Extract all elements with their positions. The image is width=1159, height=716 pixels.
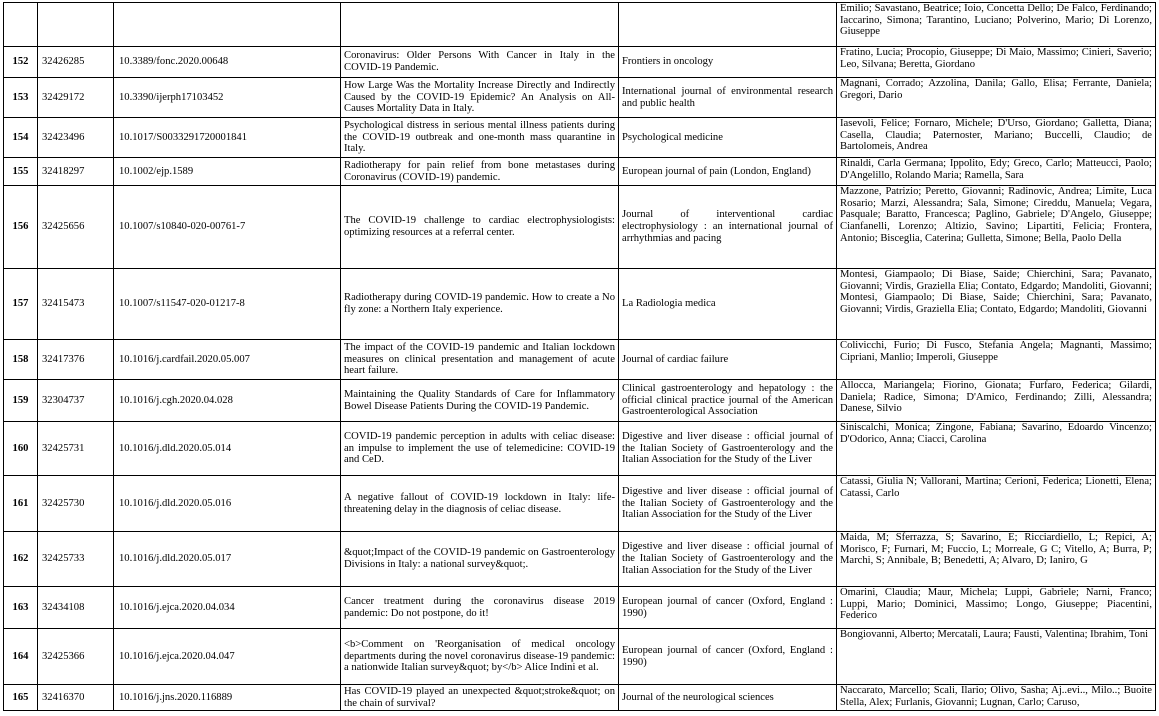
journal-cell — [619, 3, 837, 47]
authors-cell: Colivicchi, Furio; Di Fusco, Stefania Angela; Magnanti, Massimo; Cipriani, Manlio; Imperoli, Giuseppe — [837, 340, 1156, 380]
authors-cell: Iasevoli, Felice; Fornaro, Michele; D'Urso, Giordano; Galletta, Diana; Casella, Claudia; Paternoster, Mariano; Buccelli, Claudio; de Bartolomeis, Andrea — [837, 118, 1156, 158]
authors-cell: Emilio; Savastano, Beatrice; Ioio, Concetta Dello; De Falco, Ferdinando; Iaccarino, Simona; Tarantino, Luciano; Polverino, Mario; Di Lorenzo, Giuseppe — [837, 3, 1156, 47]
journal-cell: Clinical gastroenterology and hepatology : the official clinical practice journal of the American Gastroenterological Association — [619, 380, 837, 422]
pmid-cell: 32425730 — [38, 476, 114, 532]
doi-cell: 10.1016/j.dld.2020.05.017 — [114, 532, 341, 587]
table-row — [4, 186, 1156, 269]
pmid-cell: 32418297 — [38, 158, 114, 186]
title-cell: <b>Comment on 'Reorganisation of medical oncology departments during the novel coronavirus disease-19 pandemic: a nationwide Italian survey&quot; by</b> Alice Indini et al. — [341, 629, 619, 685]
pmid-cell: 32304737 — [38, 380, 114, 422]
table-row — [4, 47, 1156, 78]
title-cell: The COVID-19 challenge to cardiac electrophysiologists: optimizing resources at a referral center. — [341, 186, 619, 269]
journal-cell: European journal of pain (London, England) — [619, 158, 837, 186]
publications-table — [3, 2, 1156, 711]
authors-cell: Allocca, Mariangela; Fiorino, Gionata; Furfaro, Federica; Gilardi, Daniela; Radice, Simona; D'Amico, Ferdinando; Zilli, Alessandra; Danese, Silvio — [837, 380, 1156, 422]
authors-cell: Naccarato, Marcello; Scali, Ilario; Olivo, Sasha; Aj..evi.., Milo..; Buoite Stella, Alex; Furlanis, Giovanni; Lugnan, Carlo; Caruso, — [837, 685, 1156, 711]
pmid-cell: 32425733 — [38, 532, 114, 587]
pmid-cell: 32426285 — [38, 47, 114, 78]
authors-cell: Mazzone, Patrizio; Peretto, Giovanni; Radinovic, Andrea; Limite, Luca Rosario; Marzi, Alessandra; Sala, Simone; Cireddu, Manuela; Vegara, Pasquale; Baratto, Francesca; Paglino, Gabriele; D'Angelo, Giuseppe; Cianfanelli, Lorenzo; Altizio, Savino; Lipartiti, Felicia; Frontera, Antonio; Bisceglia, Caterina; Gulletta, Simone; Bella, Paolo Della — [837, 186, 1156, 269]
journal-cell: Frontiers in oncology — [619, 47, 837, 78]
title-cell: &quot;Impact of the COVID-19 pandemic on Gastroenterology Divisions in Italy: a national survey&quot;. — [341, 532, 619, 587]
journal-cell: European journal of cancer (Oxford, England : 1990) — [619, 587, 837, 629]
table-row — [4, 380, 1156, 422]
journal-cell: International journal of environmental research and public health — [619, 78, 837, 118]
row-number: 164 — [4, 629, 38, 685]
row-number: 152 — [4, 47, 38, 78]
row-number: 162 — [4, 532, 38, 587]
pmid-cell: 32425731 — [38, 422, 114, 476]
journal-cell: Psychological medicine — [619, 118, 837, 158]
doi-cell: 10.1016/j.jns.2020.116889 — [114, 685, 341, 711]
table-row — [4, 587, 1156, 629]
pmid-cell: 32425366 — [38, 629, 114, 685]
title-cell: Radiotherapy during COVID-19 pandemic. How to create a No fly zone: a Northern Italy experience. — [341, 269, 619, 340]
table-row — [4, 158, 1156, 186]
doi-cell: 10.1016/j.ejca.2020.04.047 — [114, 629, 341, 685]
journal-cell: La Radiologia medica — [619, 269, 837, 340]
table-row — [4, 78, 1156, 118]
table-row — [4, 269, 1156, 340]
table-row — [4, 685, 1156, 711]
authors-cell: Bongiovanni, Alberto; Mercatali, Laura; Fausti, Valentina; Ibrahim, Toni — [837, 629, 1156, 685]
doi-cell: 10.3389/fonc.2020.00648 — [114, 47, 341, 78]
row-number: 153 — [4, 78, 38, 118]
pmid-cell: 32425656 — [38, 186, 114, 269]
pmid-cell: 32423496 — [38, 118, 114, 158]
doi-cell: 10.1016/j.cardfail.2020.05.007 — [114, 340, 341, 380]
pmid-cell: 32434108 — [38, 587, 114, 629]
row-number: 163 — [4, 587, 38, 629]
journal-cell: Journal of the neurological sciences — [619, 685, 837, 711]
journal-cell: Digestive and liver disease : official journal of the Italian Society of Gastroenterology and the Italian Association for the Study of the Liver — [619, 532, 837, 587]
journal-cell: Journal of cardiac failure — [619, 340, 837, 380]
doi-cell: 10.1007/s11547-020-01217-8 — [114, 269, 341, 340]
pmid-cell: 32429172 — [38, 78, 114, 118]
doi-cell: 10.3390/ijerph17103452 — [114, 78, 341, 118]
doi-cell: 10.1002/ejp.1589 — [114, 158, 341, 186]
pmid-cell — [38, 3, 114, 47]
table-row — [4, 118, 1156, 158]
journal-cell: European journal of cancer (Oxford, England : 1990) — [619, 629, 837, 685]
journal-cell: Journal of interventional cardiac electrophysiology : an international journal of arrhythmias and pacing — [619, 186, 837, 269]
authors-cell: Siniscalchi, Monica; Zingone, Fabiana; Savarino, Edoardo Vincenzo; D'Odorico, Anna; Ciacci, Carolina — [837, 422, 1156, 476]
doi-cell: 10.1017/S0033291720001841 — [114, 118, 341, 158]
doi-cell: 10.1007/s10840-020-00761-7 — [114, 186, 341, 269]
authors-cell: Omarini, Claudia; Maur, Michela; Luppi, Gabriele; Narni, Franco; Luppi, Mario; Dominici, Massimo; Longo, Giuseppe; Piacentini, Federico — [837, 587, 1156, 629]
doi-cell: 10.1016/j.dld.2020.05.014 — [114, 422, 341, 476]
doi-cell — [114, 3, 341, 47]
row-number: 158 — [4, 340, 38, 380]
title-cell — [341, 3, 619, 47]
authors-cell: Catassi, Giulia N; Vallorani, Martina; Cerioni, Federica; Lionetti, Elena; Catassi, Carlo — [837, 476, 1156, 532]
authors-cell: Fratino, Lucia; Procopio, Giuseppe; Di Maio, Massimo; Cinieri, Saverio; Leo, Silvana; Beretta, Giordano — [837, 47, 1156, 78]
table-row — [4, 3, 1156, 47]
title-cell: A negative fallout of COVID-19 lockdown in Italy: life-threatening delay in the diagnosis of celiac disease. — [341, 476, 619, 532]
title-cell: Maintaining the Quality Standards of Care for Inflammatory Bowel Disease Patients During the COVID-19 Pandemic. — [341, 380, 619, 422]
title-cell: The impact of the COVID-19 pandemic and Italian lockdown measures on clinical presentation and management of acute heart failure. — [341, 340, 619, 380]
title-cell: Coronavirus: Older Persons With Cancer in Italy in the COVID-19 Pandemic. — [341, 47, 619, 78]
table-row — [4, 532, 1156, 587]
doi-cell: 10.1016/j.ejca.2020.04.034 — [114, 587, 341, 629]
row-number: 159 — [4, 380, 38, 422]
title-cell: Has COVID-19 played an unexpected &quot;stroke&quot; on the chain of survival? — [341, 685, 619, 711]
authors-cell: Maida, M; Sferrazza, S; Savarino, E; Ricciardiello, L; Repici, A; Morisco, F; Furnari, M; Fuccio, L; Morreale, G C; Vitello, A; Burra, P; Marchi, S; Annibale, B; Benedetti, A; Alvaro, D; Ianiro, G — [837, 532, 1156, 587]
authors-cell: Magnani, Corrado; Azzolina, Danila; Gallo, Elisa; Ferrante, Daniela; Gregori, Dario — [837, 78, 1156, 118]
pmid-cell: 32415473 — [38, 269, 114, 340]
journal-cell: Digestive and liver disease : official journal of the Italian Society of Gastroenterology and the Italian Association for the Study of the Liver — [619, 476, 837, 532]
table-row — [4, 340, 1156, 380]
table-row — [4, 629, 1156, 685]
row-number: 165 — [4, 685, 38, 711]
row-number: 160 — [4, 422, 38, 476]
authors-cell: Montesi, Giampaolo; Di Biase, Saide; Chierchini, Sara; Pavanato, Giovanni; Virdis, Graziella Elia; Contato, Edgardo; Mandoliti, Giovanni; Montesi, Giampaolo; Di Biase, Saide; Chierchini, Sara; Pavanato, Giovanni; Virdis, Graziella Elia; Contato, Edgardo; Mandoliti, Giovanni — [837, 269, 1156, 340]
title-cell: Psychological distress in serious mental illness patients during the COVID-19 outbreak and one-month mass quarantine in Italy. — [341, 118, 619, 158]
doi-cell: 10.1016/j.cgh.2020.04.028 — [114, 380, 341, 422]
table-row — [4, 476, 1156, 532]
doi-cell: 10.1016/j.dld.2020.05.016 — [114, 476, 341, 532]
row-number: 155 — [4, 158, 38, 186]
journal-cell: Digestive and liver disease : official journal of the Italian Society of Gastroenterology and the Italian Association for the Study of the Liver — [619, 422, 837, 476]
row-number: 157 — [4, 269, 38, 340]
authors-cell: Rinaldi, Carla Germana; Ippolito, Edy; Greco, Carlo; Matteucci, Paolo; D'Angelillo, Rolando Maria; Ramella, Sara — [837, 158, 1156, 186]
row-number: 156 — [4, 186, 38, 269]
title-cell: Cancer treatment during the coronavirus disease 2019 pandemic: Do not postpone, do it! — [341, 587, 619, 629]
pmid-cell: 32416370 — [38, 685, 114, 711]
row-number: 154 — [4, 118, 38, 158]
title-cell: Radiotherapy for pain relief from bone metastases during Coronavirus (COVID-19) pandemic. — [341, 158, 619, 186]
row-number: 161 — [4, 476, 38, 532]
row-number — [4, 3, 38, 47]
title-cell: How Large Was the Mortality Increase Directly and Indirectly Caused by the COVID-19 Epidemic? An Analysis on All-Causes Mortality Data in Italy. — [341, 78, 619, 118]
table-row — [4, 422, 1156, 476]
pmid-cell: 32417376 — [38, 340, 114, 380]
title-cell: COVID-19 pandemic perception in adults with celiac disease: an impulse to implement the use of telemedicine: COVID-19 and CeD. — [341, 422, 619, 476]
